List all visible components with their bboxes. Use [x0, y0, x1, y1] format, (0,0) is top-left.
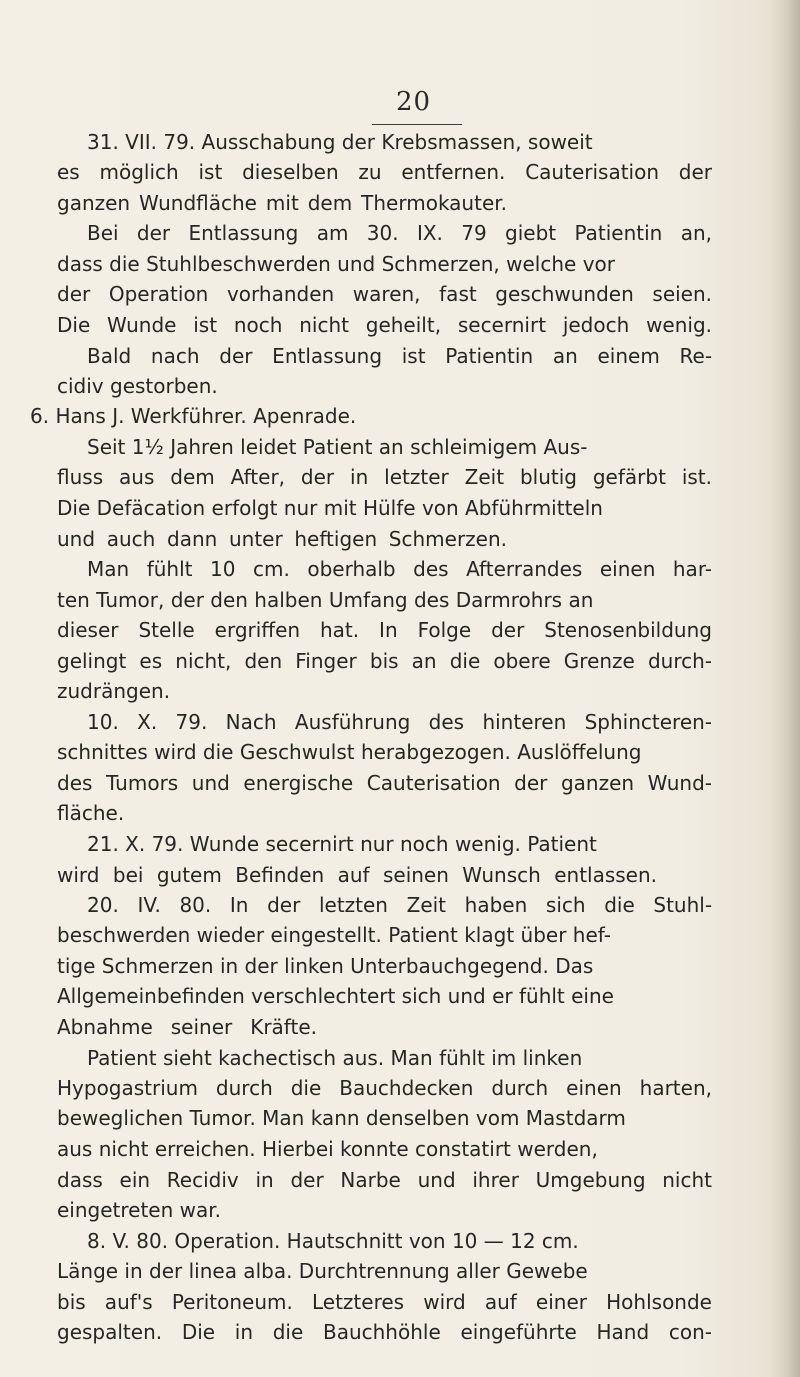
text-line: schnittes wird die Geschwulst herabgezogen. Auslöffelung	[57, 740, 642, 764]
text-line: Hypogastrium durch die Bauchdecken durch einen harten,	[57, 1076, 712, 1100]
text-line: 31. VII. 79. Ausschabung der Krebsmassen, soweit	[87, 130, 593, 154]
text-line: beschwerden wieder eingestellt. Patient klagt über hef-	[57, 923, 611, 947]
text-line: ganzen Wundfläche mit dem Thermokauter.	[57, 191, 507, 215]
text-line: Patient sieht kachectisch aus. Man fühlt im linken	[87, 1046, 583, 1070]
text-line: wird bei gutem Befinden auf seinen Wunsch entlassen.	[57, 863, 658, 887]
text-line: gelingt es nicht, den Finger bis an die obere Grenze durch-	[57, 649, 712, 673]
text-line: fläche.	[57, 801, 125, 825]
text-line: 8. V. 80. Operation. Hautschnitt von 10 — 12 cm.	[87, 1229, 579, 1253]
text-line: aus nicht erreichen. Hierbei konnte constatirt werden,	[57, 1137, 598, 1161]
text-line: Die Wunde ist noch nicht geheilt, secernirt jedoch wenig.	[57, 313, 713, 337]
text-line: Man fühlt 10 cm. oberhalb des Afterrandes einen har-	[87, 557, 712, 581]
text-line: dass die Stuhlbeschwerden und Schmerzen, welche vor	[57, 252, 615, 276]
text-line: Abnahme seiner Kräfte.	[57, 1015, 317, 1039]
page-number-rule	[372, 124, 462, 125]
text-line: der Operation vorhanden waren, fast geschwunden seien.	[57, 282, 713, 306]
text-line: beweglichen Tumor. Man kann denselben vom Mastdarm	[57, 1106, 626, 1130]
text-line: 20. IV. 80. In der letzten Zeit haben sich die Stuhl-	[87, 893, 713, 917]
text-line: tige Schmerzen in der linken Unterbauchgegend. Das	[57, 954, 594, 978]
text-line: es möglich ist dieselben zu entfernen. Cauterisation der	[57, 160, 713, 184]
text-line: 10. X. 79. Nach Ausführung des hinteren Sphincteren-	[87, 710, 713, 734]
text-line: Seit 1½ Jahren leidet Patient an schleimigem Aus-	[87, 435, 588, 459]
text-line: und auch dann unter heftigen Schmerzen.	[57, 527, 508, 551]
page-number: 20	[396, 87, 432, 117]
text-line: gespalten. Die in die Bauchhöhle eingeführte Hand con-	[57, 1320, 712, 1344]
text-line: cidiv gestorben.	[57, 374, 218, 398]
text-line: bis auf's Peritoneum. Letzteres wird auf einer Hohlsonde	[57, 1290, 712, 1314]
page-edge-shadow	[770, 0, 800, 1377]
text-line: Länge in der linea alba. Durchtrennung aller Gewebe	[57, 1259, 588, 1283]
text-line: eingetreten war.	[57, 1198, 222, 1222]
text-line: Allgemeinbefinden verschlechtert sich und er fühlt eine	[57, 984, 614, 1008]
text-line: 21. X. 79. Wunde secernirt nur noch wenig. Patient	[87, 832, 597, 856]
text-line: fluss aus dem After, der in letzter Zeit blutig gefärbt ist.	[57, 465, 712, 489]
text-line: zudrängen.	[57, 679, 171, 703]
text-line: des Tumors und energische Cauterisation der ganzen Wund-	[57, 771, 712, 795]
text-line: Bei der Entlassung am 30. IX. 79 giebt Patientin an,	[87, 221, 712, 245]
section-heading: 6. Hans J. Werkführer. Apenrade.	[30, 404, 357, 428]
text-line: dieser Stelle ergriffen hat. In Folge der Stenosenbildung	[57, 618, 712, 642]
text-line: Bald nach der Entlassung ist Patientin an einem Re-	[87, 344, 713, 368]
text-line: dass ein Recidiv in der Narbe und ihrer Umgebung nicht	[57, 1168, 713, 1192]
text-line: Die Defäcation erfolgt nur mit Hülfe von Abführmitteln	[57, 496, 603, 520]
text-line: ten Tumor, der den halben Umfang des Darmrohrs an	[57, 588, 594, 612]
